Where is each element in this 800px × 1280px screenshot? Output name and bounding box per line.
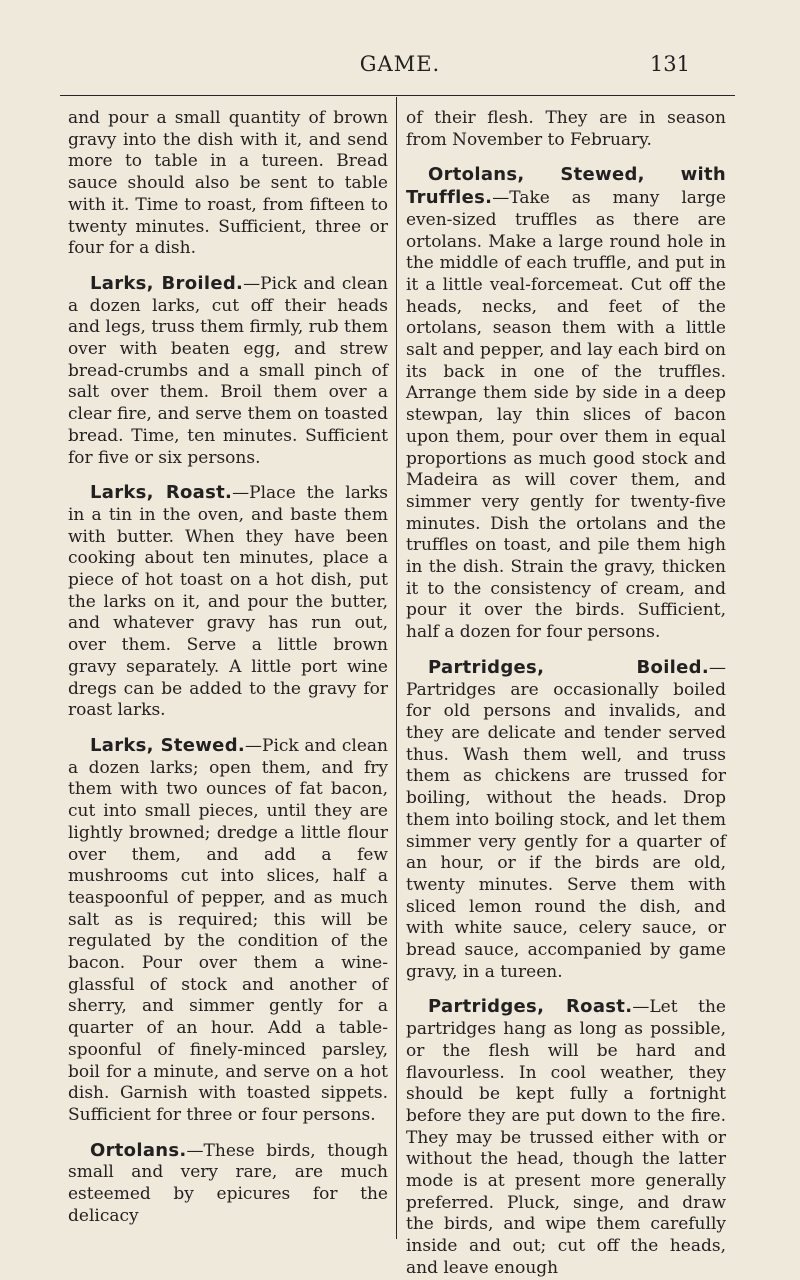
page-header [0, 52, 800, 82]
recipe-partridges-roast [406, 996, 726, 1279]
recipe-larks-broiled [68, 273, 388, 469]
recipe-heading: Larks, Stewed. [90, 734, 246, 756]
recipe-text: —Take as many large even-sized truffles as there are ortolans. Make a large round hole in the middle of each truffle, and put in it a little veal-forcemeat. Cut off the heads, necks, and feet of the ortolans, season them with a little salt and pepper, and lay each bird on its back in one of the truffles. Arrange them side by side in a deep stewpan, lay thin slices of bacon upon them, pour over them in equal proportions as much good stock and Madeira as will cover them, and simmer very gently for twenty-five minutes. Dish the ortolans and the truffles on toast, and pile them high in the dish. Strain the gravy, thicken it to the consistency of cream, and pour it over the birds. Sufficient, half a dozen for four persons. [406, 188, 726, 643]
recipe-heading: Larks, Roast. [90, 482, 233, 504]
recipe-ortolans-stewed [406, 164, 726, 643]
recipe-heading: Partridges, Roast. [428, 996, 633, 1018]
recipe-larks-stewed [68, 735, 388, 1127]
right-column [406, 108, 726, 1278]
recipe-text: —Pick and clean a dozen larks, cut off their heads and legs, truss them firmly, rub them over with beaten egg, and strew bread-crumbs and a small pinch of salt over them. Broil them over a clear fire, and serve them on toasted bread. Time, ten minutes. Sufficient for five or six persons. [68, 273, 389, 468]
recipe-text: —These birds, though small and very rare, are much esteemed by epicures for the delicacy [68, 1140, 388, 1226]
recipe-heading: Larks, Broiled. [90, 272, 244, 294]
recipe-heading: Ortolans. [90, 1139, 187, 1161]
recipe-partridges-boiled [406, 657, 726, 984]
column-divider [396, 97, 397, 1239]
recipe-heading: Ortolans, Stewed, with Truffles. [406, 164, 726, 209]
continued-paragraph: of their flesh. They are in season from November to February. [406, 108, 726, 150]
header-rule [60, 95, 735, 96]
page-number: 131 [649, 52, 690, 76]
recipe-ortolans [68, 1140, 388, 1228]
recipe-heading: Partridges, Boiled. [428, 656, 709, 678]
recipe-larks-roast [68, 482, 388, 722]
recipe-text: —Partridges are occasionally boiled for old persons and invalids, and they are delicate and tender served thus. Wash them well, and truss them as chickens are trussed for boiling, without the heads. Drop them into boiling stock, and let them simmer very gently for a quarter of an hour, or if the birds are old, twenty minutes. Serve them with sliced lemon round the dish, and with white sauce, celery sauce, or bread sauce, accompanied by game gravy, in a tureen. [406, 657, 726, 982]
recipe-text: —Let the partridges hang as long as possible, or the flesh will be hard and flavourless. In cool weather, they should be kept fully a fortnight before they are put down to the fire. They may be trussed either with or without the head, though the latter mode is at present more generally preferred. Pluck, singe, and draw the birds, and wipe them carefully inside and out; cut off the heads, and leave enough [406, 997, 726, 1278]
left-column [68, 108, 388, 1238]
running-head: GAME. [359, 52, 441, 76]
continued-paragraph: and pour a small quantity of brown gravy into the dish with it, and send more to table in a tureen. Bread sauce should also be sent to table with it. Time to roast, from fifteen to twenty minutes. Sufficient, three or four for a dish. [68, 108, 388, 259]
recipe-text: —Place the larks in a tin in the oven, and baste them with butter. When they have been cooking about ten minutes, place a piece of hot toast on a hot dish, put the larks on it, and pour the butter, and whatever gravy has run out, over them. Serve a little brown gravy separately. A little port wine dregs can be added to the gravy for roast larks. [68, 483, 388, 721]
recipe-text: —Pick and clean a dozen larks; open them, and fry them with two ounces of fat bacon, cut into small pieces, until they are lightly browned; dredge a little flour over them, and add a few mushrooms cut into slices, half a teaspoonful of pepper, and as much salt as is required; this will be regulated by the condition of the bacon. Pour over them a wine-glassful of stock and another of sherry, and simmer gently for a quarter of an hour. Add a table-spoonful of finely-minced parsley, boil for a minute, and serve on a hot dish. Garnish with toasted sippets. Sufficient for three or four persons. [68, 735, 389, 1125]
